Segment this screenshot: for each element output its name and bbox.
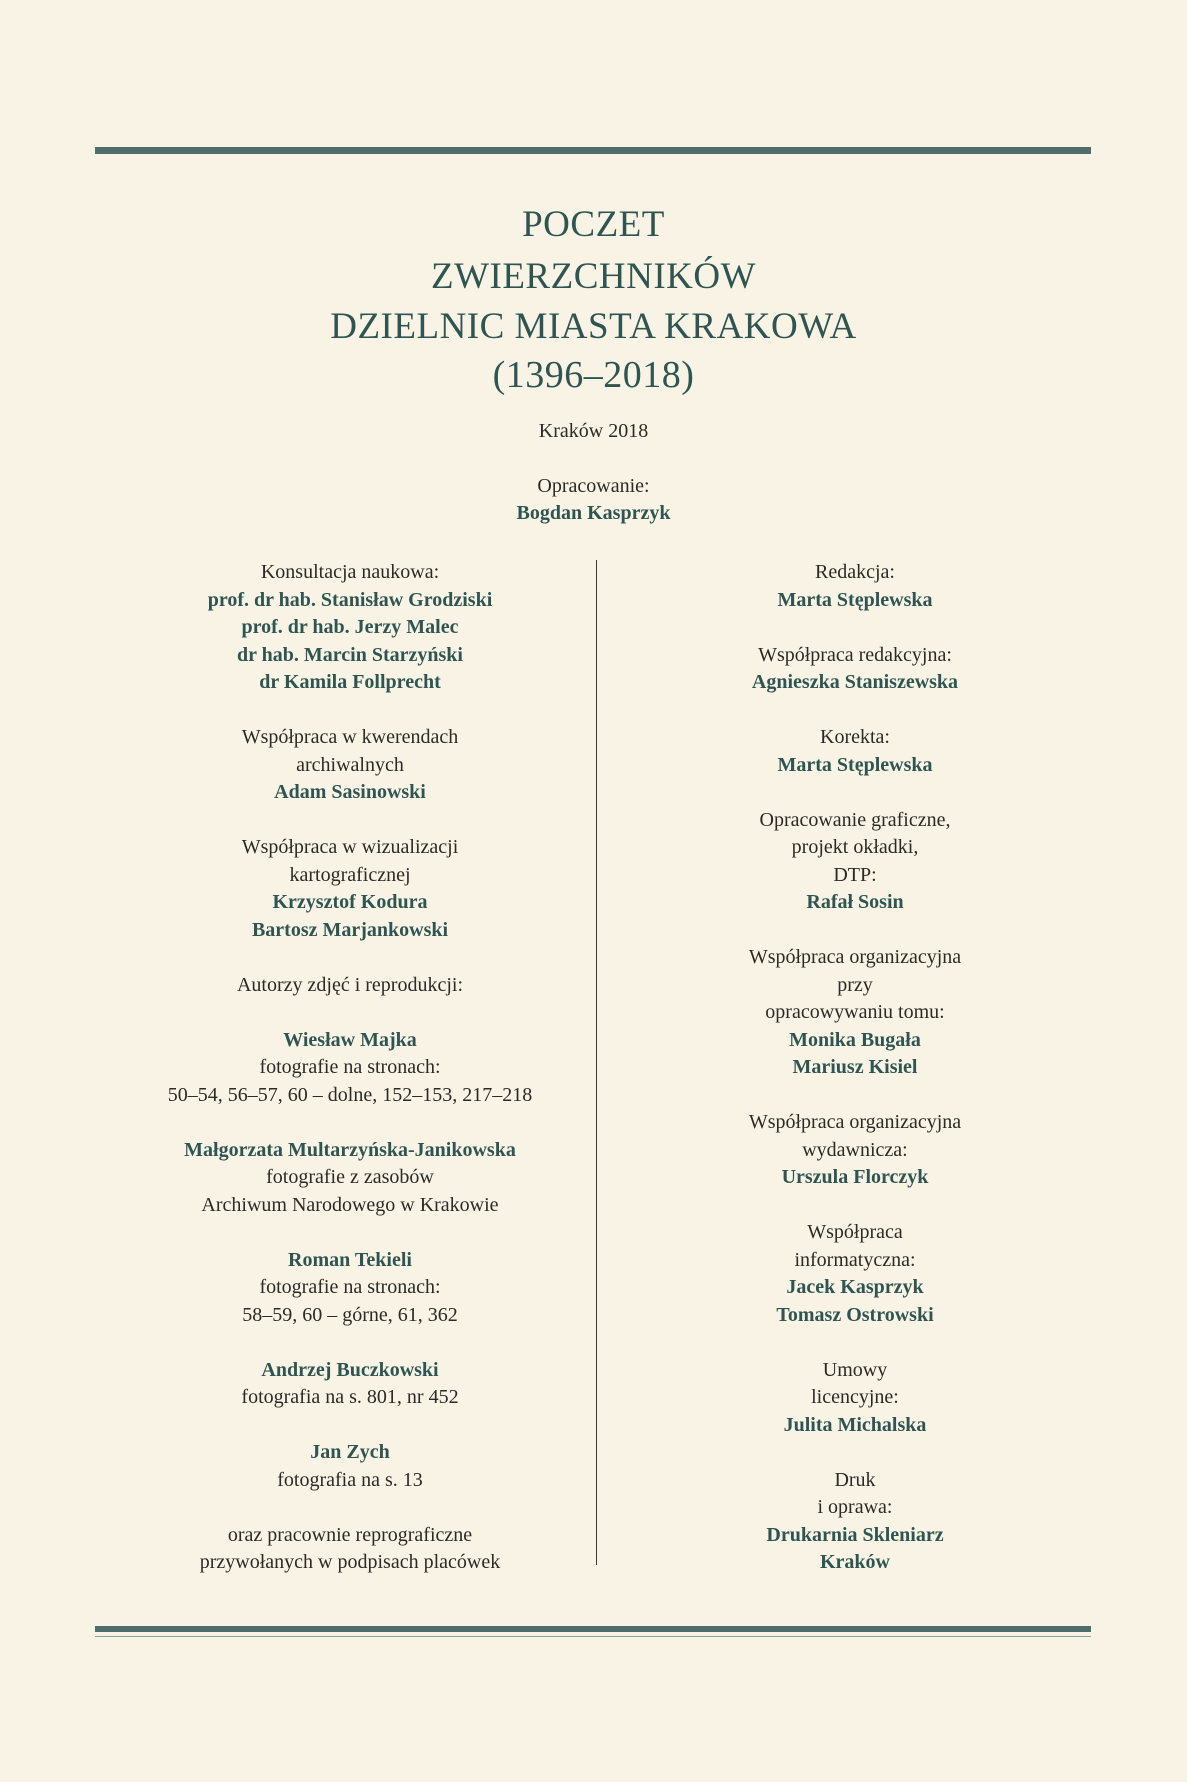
credit-label: Współpraca (807, 1221, 903, 1243)
credit-note: 58–59, 60 – górne, 61, 362 (242, 1303, 458, 1326)
credit-label: Współpraca w kwerendach (241, 726, 459, 748)
credit-label: opracowywaniu tomu: (765, 1001, 945, 1023)
editor-name: Bogdan Kasprzyk (516, 502, 671, 524)
credit-name: Roman Tekieli (288, 1248, 412, 1271)
credit-name: Krzysztof Kodura (272, 891, 428, 913)
credit-name: Adam Sasinowski (274, 781, 426, 803)
credit-label: Redakcja: (815, 561, 895, 583)
credit-label: Druk (834, 1468, 876, 1491)
credit-note: Archiwum Narodowego w Krakowie (201, 1193, 499, 1216)
credit-label: Konsultacja naukowa: (260, 561, 440, 583)
credit-label: projekt okładki, (791, 836, 919, 858)
right-credit-block (620, 642, 1090, 697)
bottom-rule (95, 1626, 1091, 1632)
right-credit-block (620, 724, 1090, 779)
credit-label: Współpraca organizacyjna (748, 1111, 962, 1133)
credit-name: Małgorzata Multarzyńska-Janikowska (184, 1138, 516, 1161)
credit-note: fotografia na s. 801, nr 452 (241, 1386, 459, 1408)
bottom-rule-thin (95, 1636, 1091, 1637)
credit-name: prof. dr hab. Stanisław Grodziski (207, 588, 493, 611)
left-credit-block (110, 972, 590, 1000)
left-credit-block (110, 1137, 590, 1220)
left-credit-block (110, 1439, 590, 1494)
credit-note: fotografia na s. 13 (277, 1468, 423, 1491)
credit-name: Julita Michalska (783, 1413, 927, 1436)
credit-label: Korekta: (820, 726, 890, 748)
credit-name: prof. dr hab. Jerzy Malec (241, 616, 459, 638)
title-line-2: ZWIERZCHNIKÓW (430, 256, 757, 297)
left-credit-block (110, 1357, 590, 1412)
credit-name: Drukarnia Skleniarz (766, 1523, 944, 1546)
left-credit-block (110, 1522, 590, 1577)
credit-name: Marta Stęplewska (777, 753, 933, 776)
credit-label: DTP: (833, 863, 877, 886)
credit-name: Kraków (820, 1551, 890, 1573)
credit-name: Agnieszka Staniszewska (751, 671, 959, 693)
credit-name: Marta Stęplewska (777, 588, 933, 611)
credit-label: Współpraca redakcyjna: (758, 643, 952, 666)
top-rule (95, 147, 1091, 154)
credit-note: 50–54, 56–57, 60 – dolne, 152–153, 217–218 (167, 1083, 533, 1106)
credits-right-column (620, 559, 1090, 1577)
credit-label: Umowy (822, 1358, 888, 1381)
column-divider (596, 560, 597, 1565)
credit-name: Bartosz Marjankowski (251, 918, 449, 941)
credit-note: fotografie z zasobów (266, 1166, 434, 1188)
credit-name: Wiesław Majka (283, 1028, 417, 1051)
left-credit-block (110, 559, 590, 697)
credit-label: informatyczna: (794, 1248, 916, 1271)
left-credit-block (110, 1247, 590, 1330)
credit-label: przywołanych w podpisach placówek (199, 1551, 501, 1573)
right-credit-block (620, 1219, 1090, 1329)
credit-name: dr hab. Marcin Starzyński (237, 643, 463, 666)
credit-label: Współpraca organizacyjna (748, 946, 962, 968)
left-credit-block (110, 1027, 590, 1110)
credit-label: wydawnicza: (802, 1138, 908, 1161)
right-credit-block (620, 1357, 1090, 1440)
right-credit-block (620, 944, 1090, 1082)
credits-left-column (110, 559, 590, 1577)
credit-note: fotografie na stronach: (259, 1276, 441, 1298)
credit-label: oraz pracownie reprograficzne (227, 1523, 473, 1546)
title-line-1: POCZET (522, 204, 665, 245)
right-credit-block (620, 559, 1090, 614)
credit-name: dr Kamila Follprecht (259, 671, 441, 693)
right-credit-block (620, 1467, 1090, 1577)
credit-name: Mariusz Kisiel (792, 1056, 918, 1078)
title-years: (1396–2018) (492, 354, 695, 396)
credit-label: Opracowanie graficzne, (759, 808, 951, 831)
credit-label: Autorzy zdjęć i reprodukcji: (236, 973, 464, 996)
credit-name: Andrzej Buczkowski (261, 1358, 439, 1381)
left-credit-block (110, 834, 590, 944)
right-credit-block (620, 1109, 1090, 1192)
credit-name: Jan Zych (310, 1441, 390, 1463)
left-credit-block (110, 724, 590, 807)
credit-label: kartograficznej (289, 863, 411, 886)
credit-label: Współpraca w wizualizacji (241, 836, 459, 858)
credit-label: i oprawa: (817, 1496, 893, 1518)
credit-name: Urszula Florczyk (781, 1166, 929, 1188)
credit-name: Monika Bugała (789, 1028, 921, 1051)
right-credit-block (620, 807, 1090, 917)
credit-label: archiwalnych (296, 753, 404, 776)
credit-note: fotografie na stronach: (259, 1056, 441, 1078)
editor-label: Opracowanie: (537, 475, 650, 497)
title-line-3: DZIELNIC MIASTA KRAKOWA (330, 306, 857, 347)
credit-label: przy (837, 973, 873, 996)
credit-name: Rafał Sosin (806, 891, 904, 913)
credit-name: Jacek Kasprzyk (786, 1276, 924, 1298)
credit-label: licencyjne: (811, 1386, 899, 1408)
credit-name: Tomasz Ostrowski (776, 1303, 934, 1326)
place-year: Kraków 2018 (538, 420, 649, 442)
